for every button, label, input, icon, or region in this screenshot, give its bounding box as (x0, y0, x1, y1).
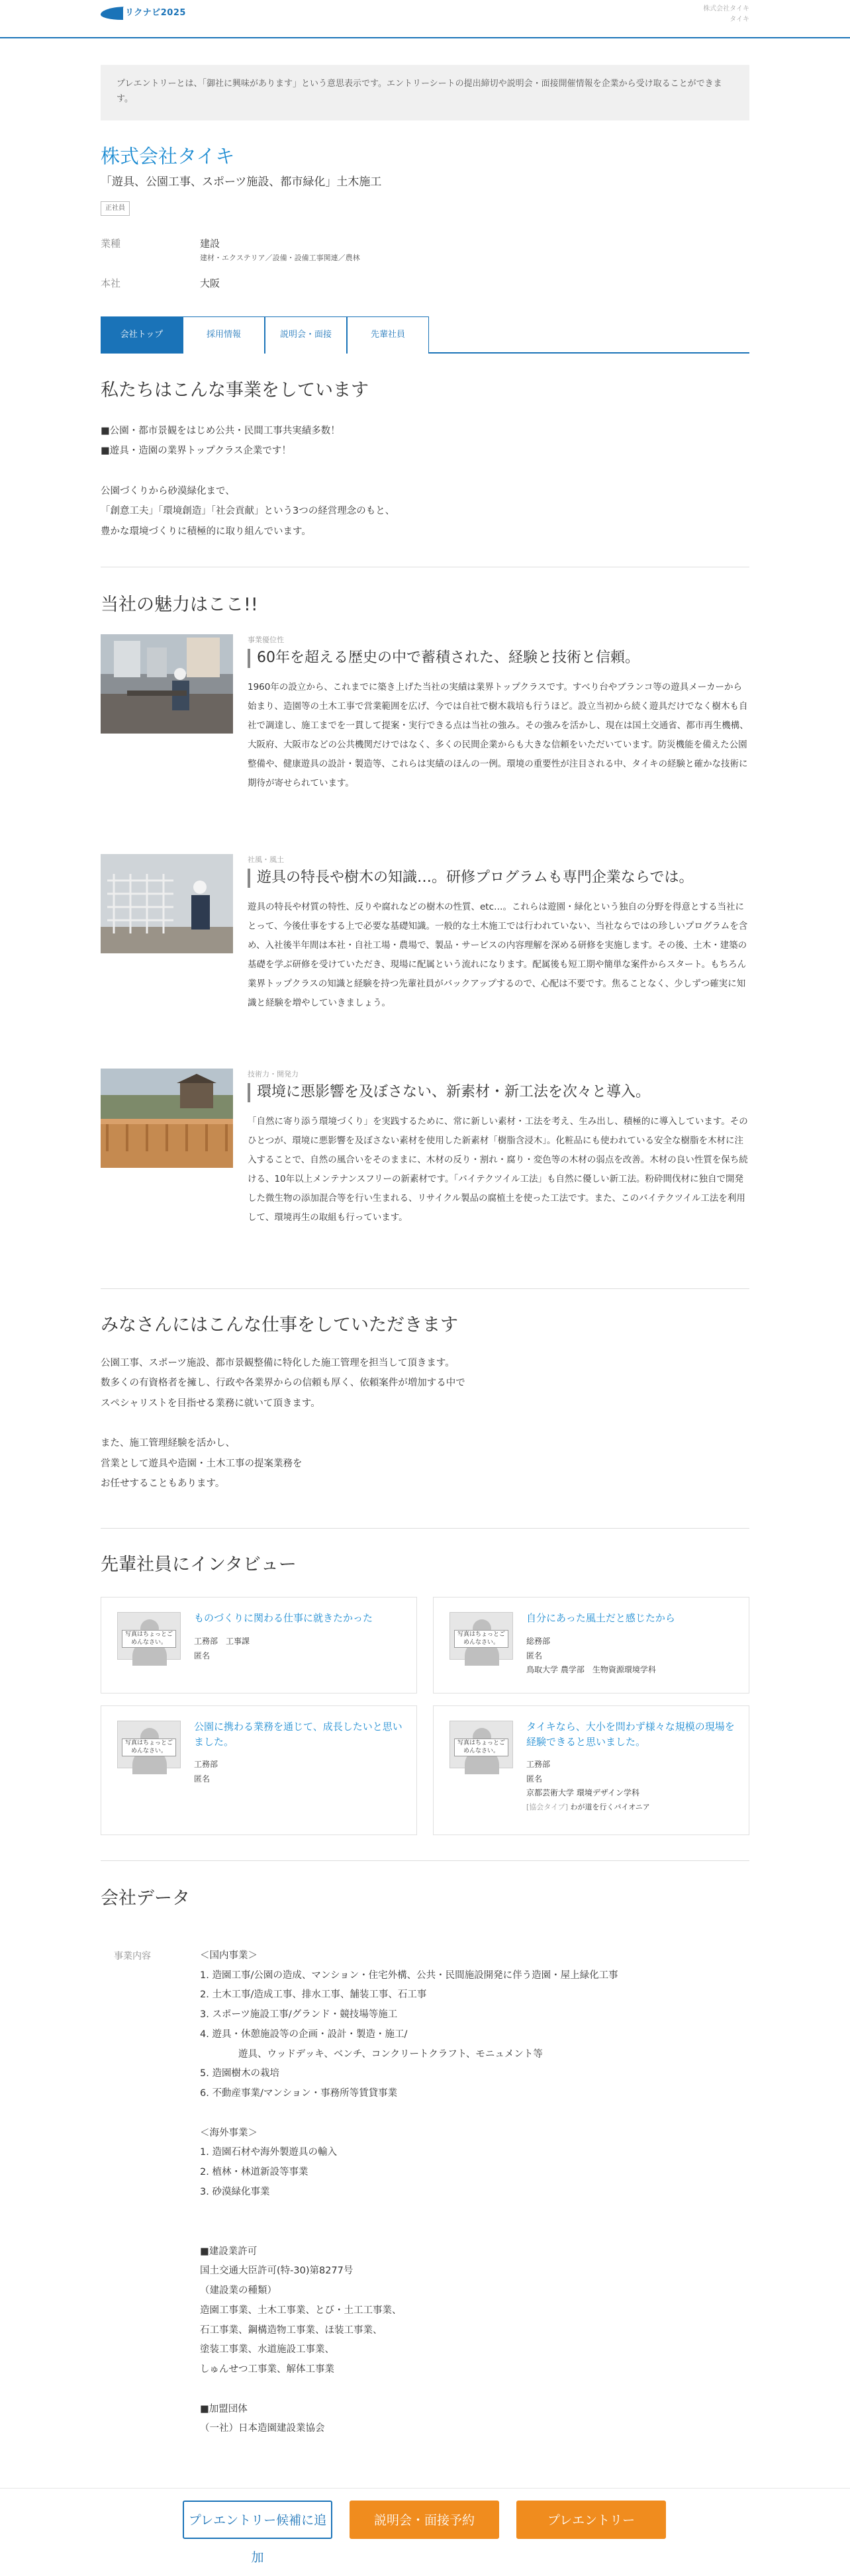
interview-school: 京都芸術大学 環境デザイン学科 (526, 1788, 639, 1798)
interview-dept: 総務部 (526, 1637, 551, 1646)
interview-type-value: わが道を行くパイオニア (570, 1802, 650, 1811)
interview-title[interactable]: ものづくりに関わる仕事に就きたかった (194, 1612, 373, 1624)
work-line (101, 1413, 749, 1433)
headquarters-value: 大阪 (200, 277, 220, 289)
interview-meta (526, 1635, 656, 1678)
business-content-line: 国土交通大臣許可(特-30)第8277号 (200, 2266, 354, 2277)
interview-name: 匿名 (526, 1774, 543, 1784)
appeal-body: 「自然に寄り添う環境づくり」を実践するために、常に新しい素材・工法を考え、生み出し、積極的に導入しています。そのひとつが、環境に悪影響を及ぼさない素材を使用した新素材「樹脂含浸木」。化粧品にも使われている安全な樹脂を木材に注入することで、自然の風合いをそのままに、木材の反り・割れ・腐り・変色等の木材の弱点を改善。木材の良い性質を保ち続ける、10年以上メンテナンスフリーの新素材です。「バイテクツイル工法」も自然に優しい新工法。粉砕間伐材に独自で開発した微生物の添加混合等を行い生まれる、リサイクル製品の腐植土を使った工法です。また、このバイテクツイル工法を利用して、環境再生の取組も行っています。 (248, 1116, 748, 1223)
header-company-name: 株式会社タイキ (703, 5, 749, 13)
business-content-text (200, 1946, 743, 2439)
appeal-heading: 環境に悪影響を及ぼさない、新素材・新工法を次々と導入。 (248, 1083, 749, 1102)
business-content-line: 5. 造園樹木の栽培 (200, 2068, 279, 2079)
business-content-line: （一社）日本造園建設業協会 (200, 2423, 325, 2434)
business-content-label: 事業内容 (114, 1951, 151, 1962)
company-catchphrase: 「遊具、公園工事、スポーツ施設、都市緑化」土木施工 (101, 175, 382, 189)
company-tabs (101, 316, 749, 354)
interview-name: 匿名 (526, 1650, 543, 1660)
headquarters-row (101, 275, 749, 295)
avatar-label: 写真はちょっとごめんなさい。 (122, 1739, 176, 1756)
employment-type-badge: 正社員 (101, 201, 130, 216)
business-content-line: 遊具、ウッドデッキ、ベンチ、コンクリートクラフト、モニュメント等 (200, 2048, 543, 2060)
business-content-line (200, 2222, 743, 2242)
appeal-item-2 (101, 854, 749, 1053)
appeal-section-title: 当社の魅力はここ!! (101, 595, 258, 615)
interview-meta (526, 1758, 650, 1814)
company-data-title: 会社データ (101, 1888, 190, 1909)
appeal-body: 1960年の設立から、これまでに築き上げた当社の実績は業界トップクラスです。すべり台やブランコ等の遊具メーカーから始まり、造園等の土木工事で営業範囲を広げ、今では自社で樹木栽培も行うほど。設立当初から続く遊具だけでなく樹木も自社で調達し、施工までを一貫して提案・実行できる点は当社の強み。その強みを活かし、現在は国土交通省、都市再生機構、大阪府、大阪市などの公共機関だけではなく、多くの民間企業からも大きな信頼をいただいています。防災機能を備えた公園整備や、健康遊具の設計・製造等、これらは実績のほんの一例。環境の重要性が注目される中、タイキの経験と確かな技術に期待が寄せられています。 (248, 682, 749, 789)
industry-label: 業種 (101, 238, 121, 250)
pre-entry-button[interactable]: プレエントリー (516, 2501, 666, 2539)
avatar-placeholder (117, 1721, 181, 1768)
interview-meta (194, 1758, 218, 1786)
business-content-line: しゅんせつ工事業、解体工事業 (200, 2363, 334, 2375)
avatar-label: 写真はちょっとごめんなさい。 (454, 1630, 508, 1648)
interview-dept: 工務部 工事課 (194, 1637, 250, 1646)
header-company-info (703, 4, 749, 25)
business-line: ■遊具・造園の業界トップクラス企業です！ (101, 446, 291, 457)
work-section-title: みなさんにはこんな仕事をしていただきます (101, 1315, 458, 1335)
business-content-line (200, 2380, 743, 2400)
avatar-placeholder (117, 1612, 181, 1660)
avatar-placeholder (449, 1721, 513, 1768)
interview-type (526, 1801, 650, 1814)
interview-card[interactable] (101, 1705, 417, 1835)
appeal-category: 社風・風土 (248, 855, 284, 864)
business-content-line: 1. 造園石材や海外製遊具の輸入 (200, 2147, 337, 2158)
headquarters-label: 本社 (101, 277, 121, 289)
business-content-line: ■加盟団体 (200, 2403, 248, 2414)
appeal-body: 遊具の特長や材質の特性、反りや腐れなどの樹木の性質、etc…。これらは遊園・緑化という独自の分野を得意とする当社にとって、今後仕事をする上で必要な基礎知識。一般的な土木施工では行われていない、当社ならではの珍しいプログラムを含め、入社後半年間は本社・自社工場・農場で、製品・サービスの内容理解を深める研修を実施します。その後、土木・建築の基礎を学ぶ研修を受けていただき、現場に配属という流れになります。配属後も短工期や簡単な案件からスタート。もちろん業界トップクラスの知識と経験を持つ先輩社員がバックアップするので、心配は不要です。焦ることなく、少しずつ確実に知識と経験を増やしていきましょう。 (248, 902, 748, 1009)
business-content-line: 3. スポーツ施設工事/グランド・競技場等施工 (200, 2009, 398, 2021)
business-content-line: ＜海外事業＞ (200, 2127, 258, 2138)
business-content-line: 造園工事業、土木工事業、とび・土工工事業、 (200, 2305, 402, 2316)
tab-company-top[interactable]: 会社トップ (101, 316, 183, 354)
business-content-line (200, 2203, 743, 2222)
business-line: 公園づくりから砂漠緑化まで、 (101, 485, 235, 497)
appeal-item-1 (101, 634, 749, 833)
tab-recruitment[interactable]: 採用情報 (183, 316, 265, 354)
interview-cards (101, 1597, 749, 1835)
interview-card[interactable] (433, 1597, 749, 1693)
construction-site-photo (101, 634, 233, 734)
bottom-action-bar (0, 2488, 850, 2565)
business-section-title: 私たちはこんな事業をしています (101, 380, 369, 401)
business-line (101, 461, 749, 481)
interview-title[interactable]: 公園に携わる業務を通じて、成長したいと思いました。 (194, 1721, 402, 1748)
interview-school: 鳥取大学 農学部 生物資源環境学科 (526, 1665, 656, 1675)
work-text (101, 1353, 749, 1494)
divider (101, 1528, 749, 1529)
site-header (0, 0, 850, 38)
header-company-kana: タイキ (730, 16, 749, 23)
business-content-line: 4. 遊具・休憩施設等の企画・設計・製造・施工/ (200, 2028, 408, 2040)
interview-dept: 工務部 (526, 1760, 551, 1769)
divider (101, 1288, 749, 1289)
business-line: 「創意工夫」「環境創造」「社会貢献」という3つの経営理念のもと、 (101, 506, 395, 517)
tab-senior-staff[interactable]: 先輩社員 (347, 316, 429, 354)
interview-title[interactable]: 自分にあった風土だと感じたから (526, 1612, 675, 1624)
business-content-line: 6. 不動産事業/マンション・事務所等賃貸事業 (200, 2088, 398, 2099)
business-text (101, 421, 749, 542)
wooden-bridge-photo (101, 1069, 233, 1168)
business-content-line: 1. 造園工事/公園の造成、マンション・住宅外構、公共・民間施設開発に伴う造園・屋上緑化工事 (200, 1970, 618, 1981)
appeal-category: 事業優位性 (248, 636, 284, 644)
business-line: ■公園・都市景観をはじめ公共・民間工事共実績多数！ (101, 426, 340, 436)
business-content-line: （建設業の種類） (200, 2285, 277, 2297)
interview-title[interactable]: タイキなら、大小を問わず様々な規模の現場を経験できると思いました。 (526, 1721, 735, 1748)
playground-equipment-photo (101, 854, 233, 953)
interview-card[interactable] (101, 1597, 417, 1693)
business-content-line: 2. 土木工事/造成工事、排水工事、舗装工事、石工事 (200, 1989, 427, 2001)
business-content-line: 3. 砂漠緑化事業 (200, 2186, 270, 2197)
tab-seminar[interactable]: 説明会・面接 (265, 316, 347, 354)
company-data-table (101, 1946, 749, 2483)
avatar-label: 写真はちょっとごめんなさい。 (454, 1739, 508, 1756)
business-content-line: 塗装工事業、水道施設工事業、 (200, 2344, 334, 2356)
interview-dept: 工務部 (194, 1760, 218, 1769)
work-line: 公園工事、スポーツ施設、都市景観整備に特化した施工管理を担当して頂きます。 (101, 1358, 455, 1368)
add-pre-entry-candidate-button[interactable]: プレエントリー候補に追加 (183, 2501, 332, 2539)
work-line: また、施工管理経験を活かし、 (101, 1438, 235, 1449)
appeal-heading: 遊具の特長や樹木の知識…。研修プログラムも専門企業ならでは。 (248, 869, 749, 888)
interview-name: 匿名 (194, 1650, 211, 1660)
work-line: 数多くの有資格者を擁し、行政や各業界からの信頼も厚く、依頼案件が増加する中で (101, 1378, 465, 1389)
appeal-category: 技術力・開発力 (248, 1070, 299, 1078)
work-line: お任せすることもあります。 (101, 1478, 225, 1490)
business-content-line: 石工事業、鋼構造物工事業、ほ装工事業、 (200, 2324, 383, 2336)
divider (101, 1860, 749, 1861)
interview-meta (194, 1635, 250, 1663)
business-content-line: 2. 植林・林道新設等事業 (200, 2167, 308, 2178)
seminar-reservation-button[interactable]: 説明会・面接予約 (350, 2501, 499, 2539)
avatar-placeholder (449, 1612, 513, 1660)
interview-type-label: [協会タイプ] (526, 1802, 569, 1811)
business-content-line: ■建設業許可 (200, 2246, 258, 2257)
business-line: 豊かな環境づくりに積極的に取り組んでいます。 (101, 526, 311, 537)
interview-section-title: 先輩社員にインタビュー (101, 1554, 297, 1575)
appeal-heading: 60年を超える歴史の中で蓄積された、経験と技術と信頼。 (248, 649, 749, 668)
interview-name: 匿名 (194, 1774, 211, 1784)
work-line: 営業として遊具や造園・土木工事の提案業務を (101, 1458, 303, 1469)
work-line: スペシャリストを目指せる業務に就いて頂きます。 (101, 1398, 320, 1409)
industry-value: 建設 (200, 238, 220, 250)
logo-text: リクナビ2025 (123, 7, 188, 21)
avatar-label: 写真はちょっとごめんなさい。 (122, 1630, 176, 1648)
company-name: 株式会社タイキ (101, 145, 235, 167)
business-content-line: ＜国内事業＞ (200, 1950, 258, 1961)
interview-card[interactable] (433, 1705, 749, 1835)
business-content-line (200, 2104, 743, 2124)
appeal-item-3 (101, 1069, 749, 1267)
rikunabi-logo[interactable] (101, 3, 200, 23)
industry-row (101, 236, 749, 275)
industry-sub: 建材・エクステリア／設備・設備工事関連／農林 (200, 254, 360, 262)
pre-entry-notice: プレエントリーとは、「御社に興味があります」という意思表示です。エントリーシートの提出締切や説明会・面接開催情報を企業から受け取ることができます。 (101, 65, 749, 120)
